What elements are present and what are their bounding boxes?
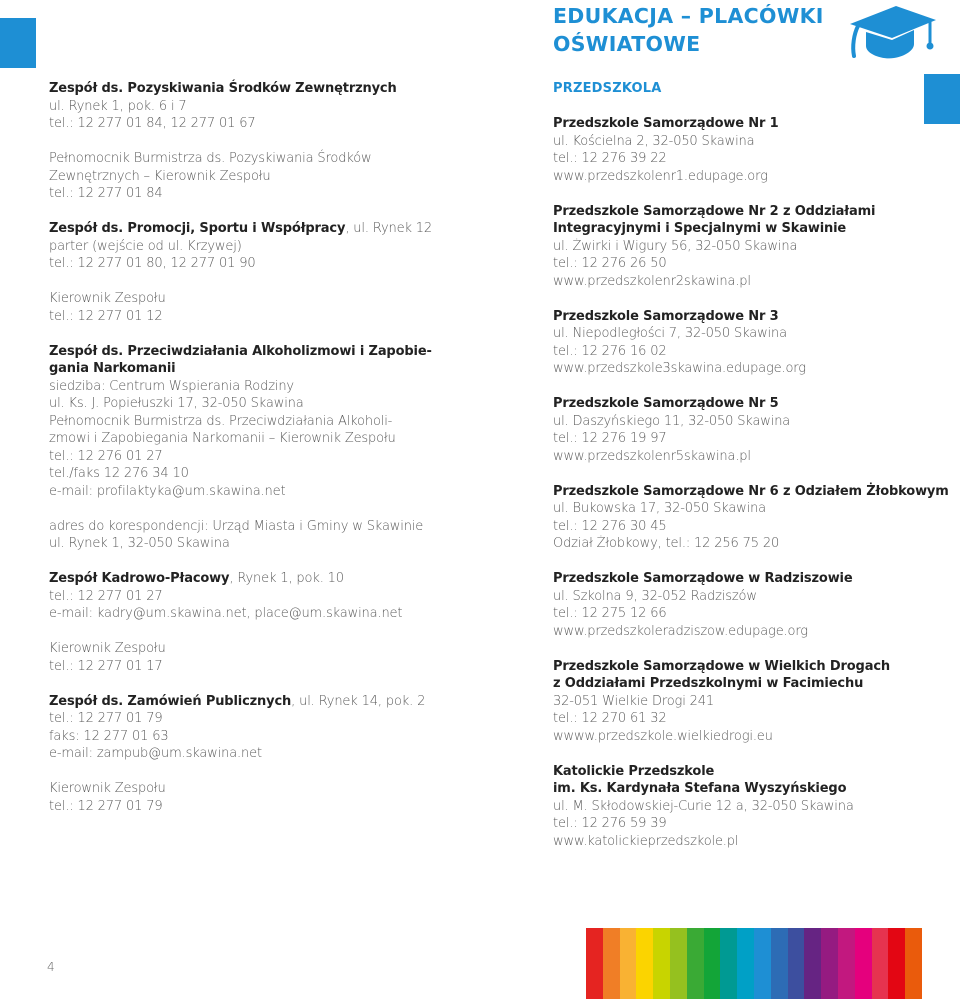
zamowienia-kierownik-tel: tel.: 12 277 01 79 — [49, 798, 163, 814]
alkoholizm-block — [49, 343, 432, 501]
promocja-title-rest: , ul. Rynek 12 — [345, 221, 433, 236]
zamowienia-kierownik-block — [49, 780, 419, 815]
przedszkole-katolickie — [553, 763, 923, 851]
przedszkole-nr1-name: Przedszkole Samorządowe Nr 1 — [553, 116, 779, 131]
zpsz-pelnomocnik-line1: Pełnomocnik Burmistrza ds. Pozyskiwania Środków — [49, 151, 372, 166]
zpsz-tel: tel.: 12 277 01 84, 12 277 01 67 — [49, 116, 256, 131]
przedszkole-nr1-www[interactable]: www.przedszkolenr1.edupage.org — [553, 168, 768, 184]
color-stripe-8 — [704, 928, 721, 999]
przedszkole-katolickie-name1: Katolickie Przedszkole — [553, 763, 715, 779]
kadry-block — [49, 570, 419, 623]
zamowienia-kierownik-role: Kierownik Zespołu — [49, 781, 166, 796]
color-stripe-4 — [636, 928, 653, 999]
przedszkole-katolickie-address: ul. M. Skłodowskiej-Curie 12 a, 32-050 Skawina — [553, 798, 854, 814]
kadry-email[interactable]: e-mail: kadry@um.skawina.net, place@um.skawina.net — [49, 606, 403, 621]
color-stripe-13 — [788, 928, 805, 999]
zamowienia-block — [49, 693, 426, 763]
alkoholizm-siedziba: siedziba: Centrum Wspierania Rodziny — [49, 378, 294, 394]
alkoholizm-fax: tel./faks 12 276 34 10 — [49, 466, 189, 481]
przedszkola-section-title: PRZEDSZKOLA — [553, 81, 662, 96]
kadry-tel: tel.: 12 277 01 27 — [49, 588, 163, 604]
zamowienia-title: Zespół ds. Zamówień Publicznych — [49, 693, 292, 709]
przedszkole-nr2-www[interactable]: www.przedszkolenr2skawina.pl — [553, 273, 751, 289]
przedszkole-wielkie-drogi-www[interactable]: wwww.przedszkole.wielkiedrogi.eu — [553, 728, 773, 744]
zpsz-pelnomocnik-block — [49, 150, 419, 203]
color-stripe-5 — [653, 928, 670, 999]
przedszkole-radziszow-address: ul. Szkolna 9, 32-052 Radziszów — [553, 588, 757, 604]
color-stripe-18 — [872, 928, 889, 999]
przedszkole-wielkie-drogi-tel: tel.: 12 270 61 32 — [553, 711, 667, 726]
promocja-kierownik-role: Kierownik Zespołu — [49, 291, 166, 306]
przedszkole-nr1 — [553, 115, 923, 185]
przedszkole-wielkie-drogi-name2: z Oddziałami Przedszkolnymi w Facimiechu — [553, 676, 864, 691]
przedszkole-nr1-address: ul. Kościelna 2, 32-050 Skawina — [553, 133, 755, 149]
alkoholizm-pelnomocnik1: Pełnomocnik Burmistrza ds. Przeciwdziałania Alkoholi- — [49, 413, 393, 429]
color-stripe-17 — [855, 928, 872, 999]
przedszkole-nr5-tel: tel.: 12 276 19 97 — [553, 431, 667, 446]
color-stripe-15 — [821, 928, 838, 999]
color-stripe-10 — [737, 928, 754, 999]
color-stripe-19 — [888, 928, 905, 999]
przedszkole-katolickie-www[interactable]: www.katolickieprzedszkole.pl — [553, 833, 739, 849]
kadry-kierownik-tel: tel.: 12 277 01 17 — [49, 658, 163, 674]
promocja-kierownik-tel: tel.: 12 277 01 12 — [49, 308, 163, 324]
zpsz-pelnomocnik-line2: Zewnętrznych – Kierownik Zespołu — [49, 168, 271, 184]
przedszkole-nr1-tel: tel.: 12 276 39 22 — [553, 151, 667, 166]
zpsz-title: Zespół ds. Pozyskiwania Środków Zewnętrznych — [49, 81, 397, 96]
przedszkole-nr2-tel: tel.: 12 276 26 50 — [553, 256, 667, 271]
color-stripe-7 — [687, 928, 704, 999]
przedszkole-nr6 — [553, 483, 949, 553]
alkoholizm-pelnomocnik2: zmowi i Zapobiegania Narkomanii – Kierownik Zespołu — [49, 431, 396, 446]
przedszkole-wielkie-drogi-name1: Przedszkole Samorządowe w Wielkich Drogach — [553, 658, 890, 674]
zamowienia-tel: tel.: 12 277 01 79 — [49, 711, 163, 726]
przedszkole-nr3-www[interactable]: www.przedszkole3skawina.edupage.org — [553, 361, 806, 376]
header-title-line2: OŚWIATOWE — [553, 32, 701, 56]
przedszkole-nr5-www[interactable]: www.przedszkolenr5skawina.pl — [553, 448, 751, 464]
przedszkole-wielkie-drogi — [553, 658, 923, 746]
promocja-title-line — [49, 220, 433, 238]
page-corner-tab-right — [924, 74, 960, 124]
zamowienia-title-rest: , ul. Rynek 14, pok. 2 — [291, 693, 426, 709]
page-corner-tab-left — [0, 18, 36, 68]
color-stripe-16 — [838, 928, 855, 999]
zpsz-pelnomocnik-tel: tel.: 12 277 01 84 — [49, 186, 163, 201]
graduation-cap-icon — [848, 4, 938, 62]
alkoholizm-address: ul. Ks. J. Popiełuszki 17, 32-050 Skawina — [49, 396, 304, 411]
color-stripe-20 — [905, 928, 922, 999]
page-number-left: 4 — [47, 960, 55, 974]
kadry-title-line — [49, 570, 419, 588]
right-column — [553, 80, 949, 868]
przedszkole-katolickie-name2: im. Ks. Kardynała Stefana Wyszyńskiego — [553, 781, 847, 796]
decorative-color-bar — [586, 928, 922, 999]
promocja-title: Zespół ds. Promocji, Sportu i Współpracy — [49, 221, 346, 236]
przedszkole-nr3-tel: tel.: 12 276 16 02 — [553, 343, 667, 359]
przedszkole-katolickie-tel: tel.: 12 276 59 39 — [553, 816, 667, 831]
przedszkole-nr3 — [553, 308, 923, 378]
przedszkole-wielkie-drogi-address: 32-051 Wielkie Drogi 241 — [553, 693, 715, 709]
przedszkole-radziszow-tel: tel.: 12 275 12 66 — [553, 606, 667, 621]
przedszkole-nr2 — [553, 203, 923, 291]
przedszkole-nr6-name: Przedszkole Samorządowe Nr 6 z Odziałem Żłobkowym — [553, 483, 949, 499]
zamowienia-email[interactable]: e-mail: zampub@um.skawina.net — [49, 746, 262, 761]
zamowienia-title-line — [49, 693, 426, 711]
alkoholizm-email[interactable]: e-mail: profilaktyka@um.skawina.net — [49, 483, 286, 499]
color-stripe-2 — [603, 928, 620, 999]
alkoholizm-title-line1: Zespół ds. Przeciwdziałania Alkoholizmowi i Zapobie- — [49, 343, 432, 359]
przedszkole-nr6-address: ul. Bukowska 17, 32-050 Skawina — [553, 501, 766, 516]
section-header — [553, 2, 843, 58]
przedszkole-nr5-name: Przedszkole Samorządowe Nr 5 — [553, 396, 779, 411]
przedszkole-nr3-address: ul. Niepodległości 7, 32-050 Skawina — [553, 326, 787, 341]
przedszkole-nr5-address: ul. Daszyńskiego 11, 32-050 Skawina — [553, 413, 791, 429]
kadry-title: Zespół Kadrowo-Płacowy — [49, 571, 230, 586]
przedszkole-nr6-zlobek: Odział Żłobkowy, tel.: 12 256 75 20 — [553, 536, 780, 551]
kadry-title-rest: , Rynek 1, pok. 10 — [229, 571, 344, 586]
color-stripe-9 — [720, 928, 737, 999]
przedszkole-nr6-tel: tel.: 12 276 30 45 — [553, 518, 667, 534]
przedszkole-nr2-name2: Integracyjnymi i Specjalnymi w Skawinie — [553, 221, 847, 236]
przedszkole-nr2-name1: Przedszkole Samorządowe Nr 2 z Oddziałami — [553, 203, 876, 219]
color-stripe-6 — [670, 928, 687, 999]
alkoholizm-tel: tel.: 12 276 01 27 — [49, 448, 163, 464]
promocja-line2: parter (wejście od ul. Krzywej) — [49, 238, 242, 254]
color-stripe-1 — [586, 928, 603, 999]
zamowienia-fax: faks: 12 277 01 63 — [49, 728, 169, 744]
promocja-block — [49, 220, 433, 273]
przedszkole-radziszow-www[interactable]: www.przedszkoleradziszow.edupage.org — [553, 623, 808, 639]
promocja-kierownik-block — [49, 290, 419, 325]
zpsz-address: ul. Rynek 1, pok. 6 i 7 — [49, 98, 187, 114]
przedszkole-radziszow — [553, 570, 923, 640]
header-title-line1: EDUKACJA – PLACÓWKI — [553, 4, 824, 28]
korespondencja-line1: adres do korespondencji: Urząd Miasta i Gminy w Skawinie — [49, 518, 424, 534]
zpsz-block — [49, 80, 419, 133]
color-stripe-12 — [771, 928, 788, 999]
color-stripe-14 — [804, 928, 821, 999]
przedszkole-nr2-address: ul. Żwirki i Wigury 56, 32-050 Skawina — [553, 238, 798, 254]
promocja-tel: tel.: 12 277 01 80, 12 277 01 90 — [49, 256, 256, 271]
kadry-kierownik-role: Kierownik Zespołu — [49, 641, 166, 656]
color-stripe-11 — [754, 928, 771, 999]
korespondencja-block — [49, 518, 424, 553]
przedszkole-radziszow-name: Przedszkole Samorządowe w Radziszowie — [553, 571, 853, 586]
left-column — [49, 80, 433, 833]
korespondencja-line2: ul. Rynek 1, 32-050 Skawina — [49, 536, 230, 551]
alkoholizm-title-line2: gania Narkomanii — [49, 361, 176, 376]
przedszkole-nr5 — [553, 395, 923, 465]
przedszkole-nr3-name: Przedszkole Samorządowe Nr 3 — [553, 308, 779, 324]
color-stripe-3 — [620, 928, 637, 999]
kadry-kierownik-block — [49, 640, 419, 675]
